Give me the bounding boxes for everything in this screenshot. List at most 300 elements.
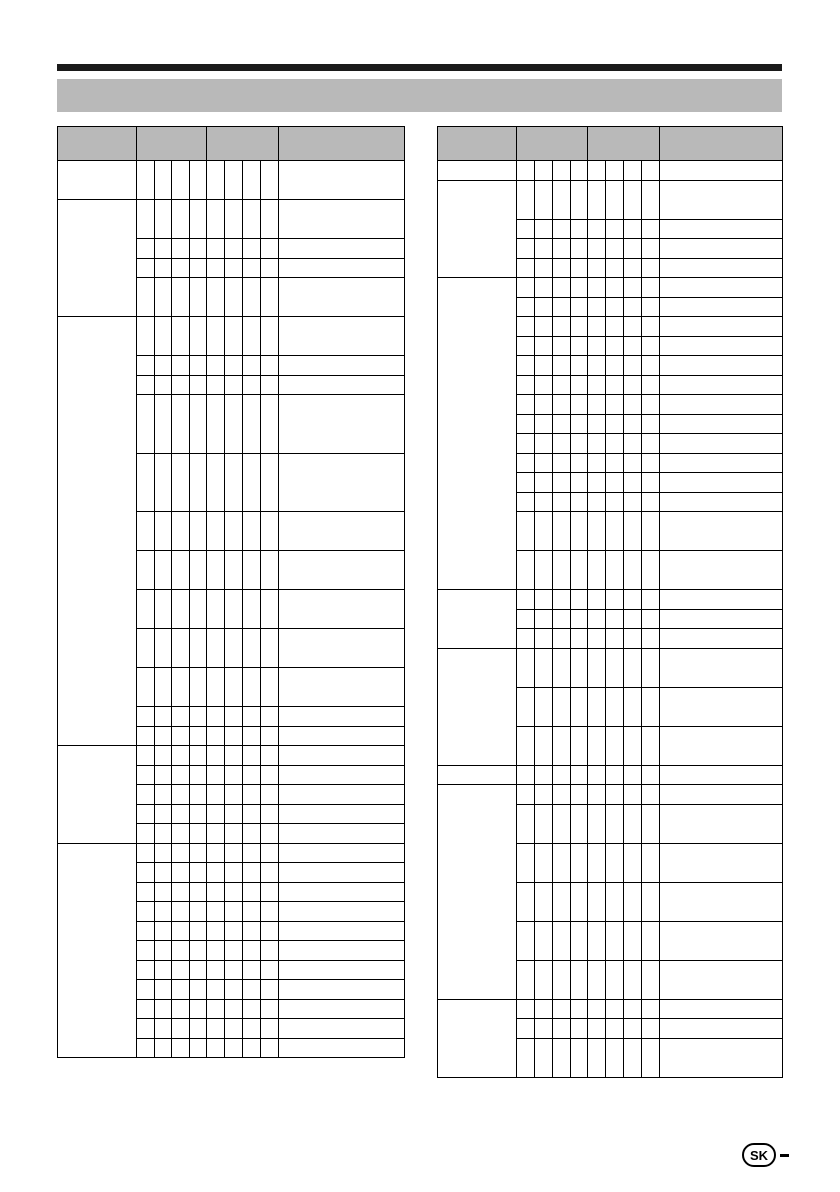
check-cell <box>207 707 225 727</box>
table-row <box>438 648 783 687</box>
check-cell <box>553 434 571 454</box>
check-cell <box>137 785 155 805</box>
check-cell <box>642 317 660 337</box>
description-cell <box>660 492 783 512</box>
check-cell <box>535 1038 553 1077</box>
check-cell <box>207 824 225 844</box>
table-row <box>438 278 783 298</box>
check-cell <box>588 590 606 610</box>
check-cell <box>535 317 553 337</box>
page-number-dash <box>780 1154 789 1157</box>
check-cell <box>207 843 225 863</box>
check-cell <box>155 395 172 454</box>
check-cell <box>517 629 535 649</box>
description-cell <box>279 941 405 961</box>
check-cell <box>207 258 225 278</box>
check-cell <box>517 648 535 687</box>
check-cell <box>571 960 588 999</box>
check-cell <box>172 921 190 941</box>
description-cell <box>660 453 783 473</box>
group-cell-3 <box>58 317 137 746</box>
check-cell <box>606 375 624 395</box>
check-cell <box>172 278 190 317</box>
check-cell <box>624 317 642 337</box>
table-row <box>438 785 783 805</box>
description-cell <box>279 200 405 239</box>
check-cell <box>588 414 606 434</box>
check-cell <box>243 1019 261 1039</box>
check-cell <box>606 629 624 649</box>
check-cell <box>225 843 243 863</box>
check-cell <box>225 356 243 376</box>
check-cell <box>225 629 243 668</box>
check-cell <box>553 356 571 376</box>
check-cell <box>225 317 243 356</box>
description-cell <box>279 453 405 512</box>
language-table-right <box>437 126 783 1078</box>
check-cell <box>225 200 243 239</box>
description-cell <box>660 414 783 434</box>
check-cell <box>190 843 207 863</box>
check-cell <box>225 882 243 902</box>
description-cell <box>660 512 783 551</box>
check-cell <box>606 882 624 921</box>
check-cell <box>553 219 571 239</box>
check-cell <box>588 648 606 687</box>
check-cell <box>137 590 155 629</box>
check-cell <box>553 395 571 415</box>
check-cell <box>155 590 172 629</box>
description-cell <box>660 297 783 317</box>
description-cell <box>660 434 783 454</box>
check-cell <box>588 843 606 882</box>
check-cell <box>261 843 279 863</box>
check-cell <box>553 512 571 551</box>
check-cell <box>642 375 660 395</box>
check-cell <box>535 512 553 551</box>
check-cell <box>588 960 606 999</box>
check-cell <box>642 453 660 473</box>
check-cell <box>172 317 190 356</box>
check-cell <box>172 375 190 395</box>
check-cell <box>207 512 225 551</box>
check-cell <box>172 453 190 512</box>
check-cell <box>606 278 624 298</box>
check-cell <box>588 551 606 590</box>
check-cell <box>642 921 660 960</box>
check-cell <box>535 551 553 590</box>
check-cell <box>261 161 279 200</box>
check-cell <box>553 687 571 726</box>
check-cell <box>261 960 279 980</box>
check-cell <box>261 453 279 512</box>
group-cell-1 <box>438 161 517 181</box>
description-cell <box>660 1019 783 1039</box>
group-cell-4 <box>438 590 517 649</box>
check-cell <box>553 648 571 687</box>
check-cell <box>517 219 535 239</box>
check-cell <box>553 843 571 882</box>
description-cell <box>660 278 783 298</box>
check-cell <box>642 687 660 726</box>
check-cell <box>155 375 172 395</box>
check-cell <box>137 941 155 961</box>
check-cell <box>225 239 243 259</box>
check-cell <box>588 297 606 317</box>
header-cell-4 <box>660 127 783 161</box>
check-cell <box>588 492 606 512</box>
check-cell <box>606 161 624 181</box>
check-cell <box>571 180 588 219</box>
check-cell <box>261 200 279 239</box>
check-cell <box>172 668 190 707</box>
check-cell <box>190 941 207 961</box>
description-cell <box>660 726 783 765</box>
check-cell <box>172 980 190 1000</box>
check-cell <box>137 512 155 551</box>
header-cell-2 <box>517 127 588 161</box>
check-cell <box>535 687 553 726</box>
check-cell <box>571 161 588 181</box>
check-cell <box>207 356 225 376</box>
check-cell <box>517 297 535 317</box>
check-cell <box>571 882 588 921</box>
check-cell <box>571 317 588 337</box>
check-cell <box>190 395 207 454</box>
check-cell <box>517 258 535 278</box>
table-row <box>438 161 783 181</box>
check-cell <box>137 980 155 1000</box>
check-cell <box>190 629 207 668</box>
description-cell <box>279 746 405 766</box>
check-cell <box>225 726 243 746</box>
check-cell <box>624 629 642 649</box>
check-cell <box>225 999 243 1019</box>
check-cell <box>190 999 207 1019</box>
check-cell <box>190 785 207 805</box>
check-cell <box>137 375 155 395</box>
header-cell-4 <box>279 127 405 161</box>
check-cell <box>642 629 660 649</box>
check-cell <box>137 668 155 707</box>
check-cell <box>624 395 642 415</box>
check-cell <box>172 999 190 1019</box>
check-cell <box>535 473 553 493</box>
check-cell <box>606 512 624 551</box>
check-cell <box>588 278 606 298</box>
header-cell-3 <box>588 127 660 161</box>
check-cell <box>137 200 155 239</box>
check-cell <box>261 941 279 961</box>
check-cell <box>243 960 261 980</box>
check-cell <box>642 960 660 999</box>
check-cell <box>571 785 588 805</box>
check-cell <box>642 356 660 376</box>
check-cell <box>553 551 571 590</box>
check-cell <box>517 551 535 590</box>
check-cell <box>535 375 553 395</box>
check-cell <box>225 941 243 961</box>
header-row <box>438 127 783 161</box>
check-cell <box>155 317 172 356</box>
check-cell <box>624 785 642 805</box>
check-cell <box>588 999 606 1019</box>
check-cell <box>624 726 642 765</box>
check-cell <box>225 746 243 766</box>
description-cell <box>660 785 783 805</box>
table-row <box>58 317 405 356</box>
check-cell <box>553 960 571 999</box>
check-cell <box>243 765 261 785</box>
check-cell <box>243 843 261 863</box>
check-cell <box>624 648 642 687</box>
check-cell <box>571 414 588 434</box>
check-cell <box>207 317 225 356</box>
check-cell <box>261 1038 279 1058</box>
check-cell <box>553 297 571 317</box>
description-cell <box>660 590 783 610</box>
description-cell <box>660 375 783 395</box>
check-cell <box>553 258 571 278</box>
check-cell <box>553 180 571 219</box>
check-cell <box>207 200 225 239</box>
check-cell <box>606 921 624 960</box>
check-cell <box>137 707 155 727</box>
check-cell <box>261 863 279 883</box>
description-cell <box>660 239 783 259</box>
description-cell <box>660 180 783 219</box>
check-cell <box>172 239 190 259</box>
check-cell <box>261 726 279 746</box>
check-cell <box>535 492 553 512</box>
table-row <box>58 843 405 863</box>
check-cell <box>571 609 588 629</box>
description-cell <box>660 317 783 337</box>
check-cell <box>207 746 225 766</box>
description-cell <box>279 726 405 746</box>
check-cell <box>571 1038 588 1077</box>
table-row <box>438 180 783 219</box>
check-cell <box>642 434 660 454</box>
check-cell <box>137 746 155 766</box>
description-cell <box>279 980 405 1000</box>
description-cell <box>660 648 783 687</box>
check-cell <box>553 804 571 843</box>
check-cell <box>624 239 642 259</box>
check-cell <box>642 999 660 1019</box>
check-cell <box>517 414 535 434</box>
check-cell <box>172 161 190 200</box>
check-cell <box>642 297 660 317</box>
check-cell <box>261 804 279 824</box>
check-cell <box>137 960 155 980</box>
check-cell <box>190 239 207 259</box>
check-cell <box>642 609 660 629</box>
check-cell <box>225 258 243 278</box>
check-cell <box>155 629 172 668</box>
check-cell <box>606 609 624 629</box>
check-cell <box>225 590 243 629</box>
check-cell <box>190 258 207 278</box>
check-cell <box>207 941 225 961</box>
check-cell <box>642 278 660 298</box>
check-cell <box>624 453 642 473</box>
check-cell <box>571 551 588 590</box>
check-cell <box>243 375 261 395</box>
description-cell <box>279 258 405 278</box>
check-cell <box>624 512 642 551</box>
group-cell-2 <box>438 180 517 278</box>
check-cell <box>137 1019 155 1039</box>
check-cell <box>137 882 155 902</box>
check-cell <box>243 590 261 629</box>
check-cell <box>624 921 642 960</box>
check-cell <box>207 590 225 629</box>
check-cell <box>588 687 606 726</box>
check-cell <box>624 687 642 726</box>
check-cell <box>261 375 279 395</box>
check-cell <box>225 980 243 1000</box>
check-cell <box>606 999 624 1019</box>
description-cell <box>279 1019 405 1039</box>
check-cell <box>137 765 155 785</box>
check-cell <box>225 707 243 727</box>
check-cell <box>606 785 624 805</box>
check-cell <box>571 297 588 317</box>
check-cell <box>207 902 225 922</box>
check-cell <box>606 336 624 356</box>
check-cell <box>571 356 588 376</box>
check-cell <box>207 765 225 785</box>
check-cell <box>624 882 642 921</box>
check-cell <box>207 278 225 317</box>
check-cell <box>535 590 553 610</box>
check-cell <box>207 161 225 200</box>
check-cell <box>225 863 243 883</box>
check-cell <box>172 960 190 980</box>
check-cell <box>190 980 207 1000</box>
check-cell <box>553 921 571 960</box>
header-row <box>58 127 405 161</box>
check-cell <box>571 395 588 415</box>
check-cell <box>571 219 588 239</box>
check-cell <box>225 1019 243 1039</box>
check-cell <box>137 824 155 844</box>
check-cell <box>571 473 588 493</box>
check-cell <box>517 395 535 415</box>
check-cell <box>535 921 553 960</box>
description-cell <box>279 707 405 727</box>
check-cell <box>172 1038 190 1058</box>
check-cell <box>588 356 606 376</box>
check-cell <box>261 395 279 454</box>
check-cell <box>155 746 172 766</box>
check-cell <box>535 804 553 843</box>
check-cell <box>535 960 553 999</box>
check-cell <box>606 843 624 882</box>
check-cell <box>553 336 571 356</box>
table-row <box>438 999 783 1019</box>
description-cell <box>279 863 405 883</box>
check-cell <box>535 609 553 629</box>
check-cell <box>571 629 588 649</box>
check-cell <box>190 375 207 395</box>
check-cell <box>155 960 172 980</box>
check-cell <box>624 375 642 395</box>
check-cell <box>517 687 535 726</box>
check-cell <box>606 648 624 687</box>
check-cell <box>606 1038 624 1077</box>
check-cell <box>137 863 155 883</box>
description-cell <box>279 278 405 317</box>
check-cell <box>606 297 624 317</box>
check-cell <box>261 590 279 629</box>
check-cell <box>535 278 553 298</box>
check-cell <box>225 804 243 824</box>
check-cell <box>517 317 535 337</box>
check-cell <box>172 863 190 883</box>
check-cell <box>517 804 535 843</box>
description-cell <box>279 395 405 454</box>
check-cell <box>624 219 642 239</box>
description-cell <box>279 882 405 902</box>
check-cell <box>517 356 535 376</box>
check-cell <box>137 258 155 278</box>
check-cell <box>243 395 261 454</box>
check-cell <box>243 902 261 922</box>
check-cell <box>137 453 155 512</box>
check-cell <box>261 278 279 317</box>
check-cell <box>517 473 535 493</box>
top-rule <box>57 64 782 71</box>
check-cell <box>535 356 553 376</box>
group-cell-5 <box>58 843 137 1058</box>
check-cell <box>243 629 261 668</box>
check-cell <box>261 356 279 376</box>
check-cell <box>137 395 155 454</box>
check-cell <box>517 843 535 882</box>
group-cell-6 <box>438 765 517 785</box>
check-cell <box>642 1019 660 1039</box>
description-cell <box>660 336 783 356</box>
check-cell <box>624 1019 642 1039</box>
check-cell <box>172 804 190 824</box>
check-cell <box>155 512 172 551</box>
check-cell <box>190 668 207 707</box>
check-cell <box>588 629 606 649</box>
check-cell <box>624 1038 642 1077</box>
description-cell <box>279 590 405 629</box>
check-cell <box>225 278 243 317</box>
check-cell <box>243 882 261 902</box>
check-cell <box>517 590 535 610</box>
page-number-badge <box>742 1143 789 1167</box>
check-cell <box>155 921 172 941</box>
check-cell <box>190 1019 207 1039</box>
check-cell <box>571 239 588 259</box>
check-cell <box>606 356 624 376</box>
check-cell <box>606 765 624 785</box>
description-cell <box>279 765 405 785</box>
check-cell <box>606 726 624 765</box>
description-cell <box>660 687 783 726</box>
check-cell <box>624 356 642 376</box>
check-cell <box>172 590 190 629</box>
check-cell <box>261 999 279 1019</box>
check-cell <box>155 1038 172 1058</box>
check-cell <box>642 843 660 882</box>
check-cell <box>155 668 172 707</box>
